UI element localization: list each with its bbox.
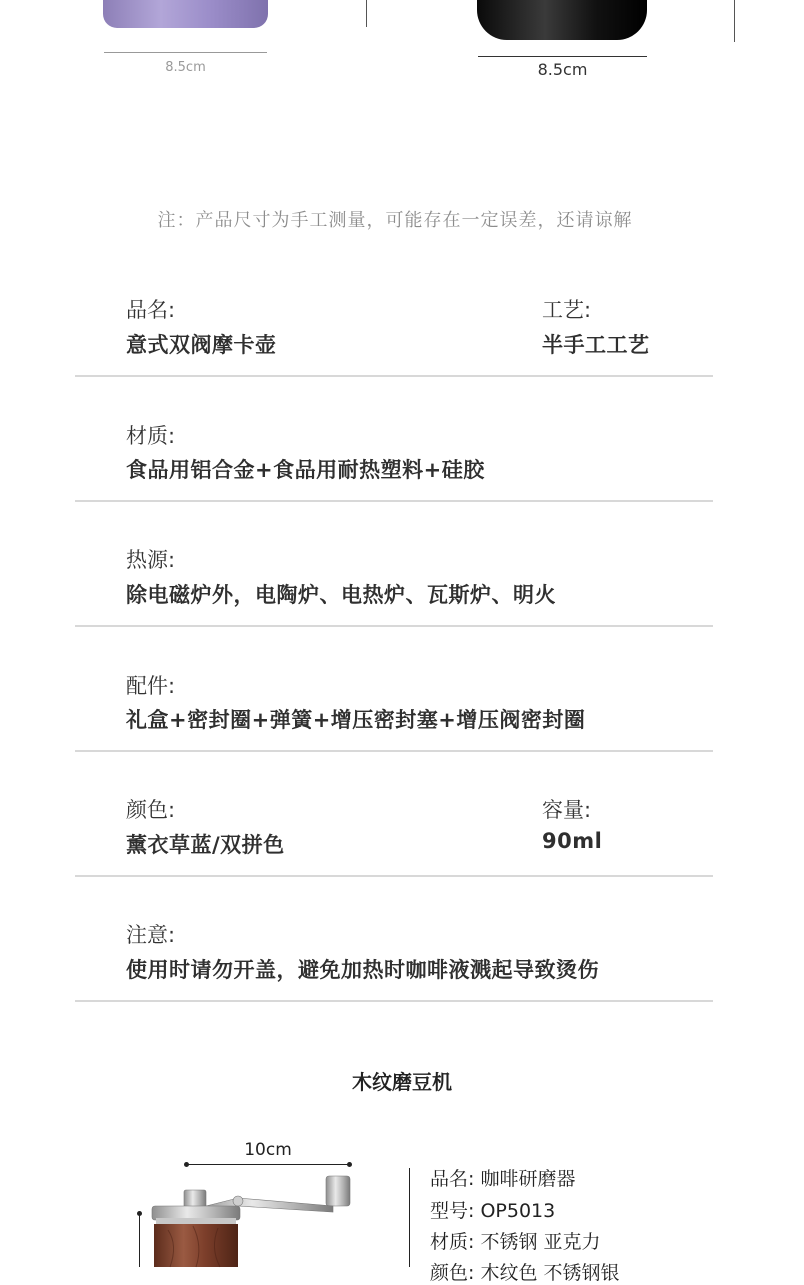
- right-dimension-label: 8.5cm: [537, 60, 588, 79]
- heat-source-value: 除电磁炉外，电陶炉、电热炉、瓦斯炉、明火: [126, 583, 556, 607]
- grinder-width-label: 10cm: [244, 1140, 292, 1160]
- separator-line: [734, 0, 735, 42]
- craft-label: 工艺:: [542, 298, 592, 322]
- coffee-grinder-image: [148, 1170, 358, 1267]
- left-dimension-label: 8.5cm: [165, 60, 206, 75]
- accessory-label: 配件:: [126, 674, 176, 698]
- capacity-value: 90ml: [542, 829, 603, 853]
- separator-line: [366, 0, 367, 27]
- row-divider: [75, 750, 713, 752]
- row-divider: [75, 625, 713, 627]
- grinder-spec-separator: [409, 1168, 410, 1267]
- row-divider: [75, 500, 713, 502]
- capacity-label: 容量:: [542, 798, 592, 822]
- name-label: 品名:: [126, 298, 176, 322]
- lavender-moka-pot-image: [103, 0, 268, 28]
- grinder-spec-material: 材质: 不锈钢 亚克力: [430, 1231, 601, 1253]
- heat-source-label: 热源:: [126, 548, 176, 572]
- dimension-endpoint: [184, 1162, 189, 1167]
- row-divider: [75, 875, 713, 877]
- grinder-width-line: [186, 1164, 350, 1165]
- black-moka-pot-image: [477, 0, 647, 40]
- row-divider: [75, 1000, 713, 1002]
- accessory-value: 礼盒+密封圈+弹簧+增压密封塞+增压阀密封圈: [126, 708, 586, 732]
- color-value: 薰衣草蓝/双拼色: [126, 833, 285, 857]
- grinder-spec-model: 型号: OP5013: [430, 1200, 556, 1222]
- dimension-endpoint: [347, 1162, 352, 1167]
- grinder-section-title: 木纹磨豆机: [352, 1070, 452, 1094]
- grinder-spec-color: 颜色: 木纹色 不锈钢银: [430, 1262, 620, 1284]
- measurement-note: 注：产品尺寸为手工测量，可能存在一定误差，还请谅解: [157, 210, 633, 231]
- row-divider: [75, 375, 713, 377]
- grinder-spec-name: 品名: 咖啡研磨器: [430, 1168, 576, 1190]
- grinder-height-line: [139, 1214, 140, 1267]
- right-dimension-line: [478, 56, 647, 57]
- color-label: 颜色:: [126, 798, 176, 822]
- caution-label: 注意:: [126, 923, 176, 947]
- name-value: 意式双阀摩卡壶: [126, 333, 277, 357]
- caution-value: 使用时请勿开盖，避免加热时咖啡液溅起导致烫伤: [126, 958, 599, 982]
- material-label: 材质:: [126, 424, 176, 448]
- craft-value: 半手工工艺: [542, 333, 650, 357]
- material-value: 食品用铝合金+食品用耐热塑料+硅胶: [126, 458, 485, 482]
- left-dimension-line: [104, 52, 267, 53]
